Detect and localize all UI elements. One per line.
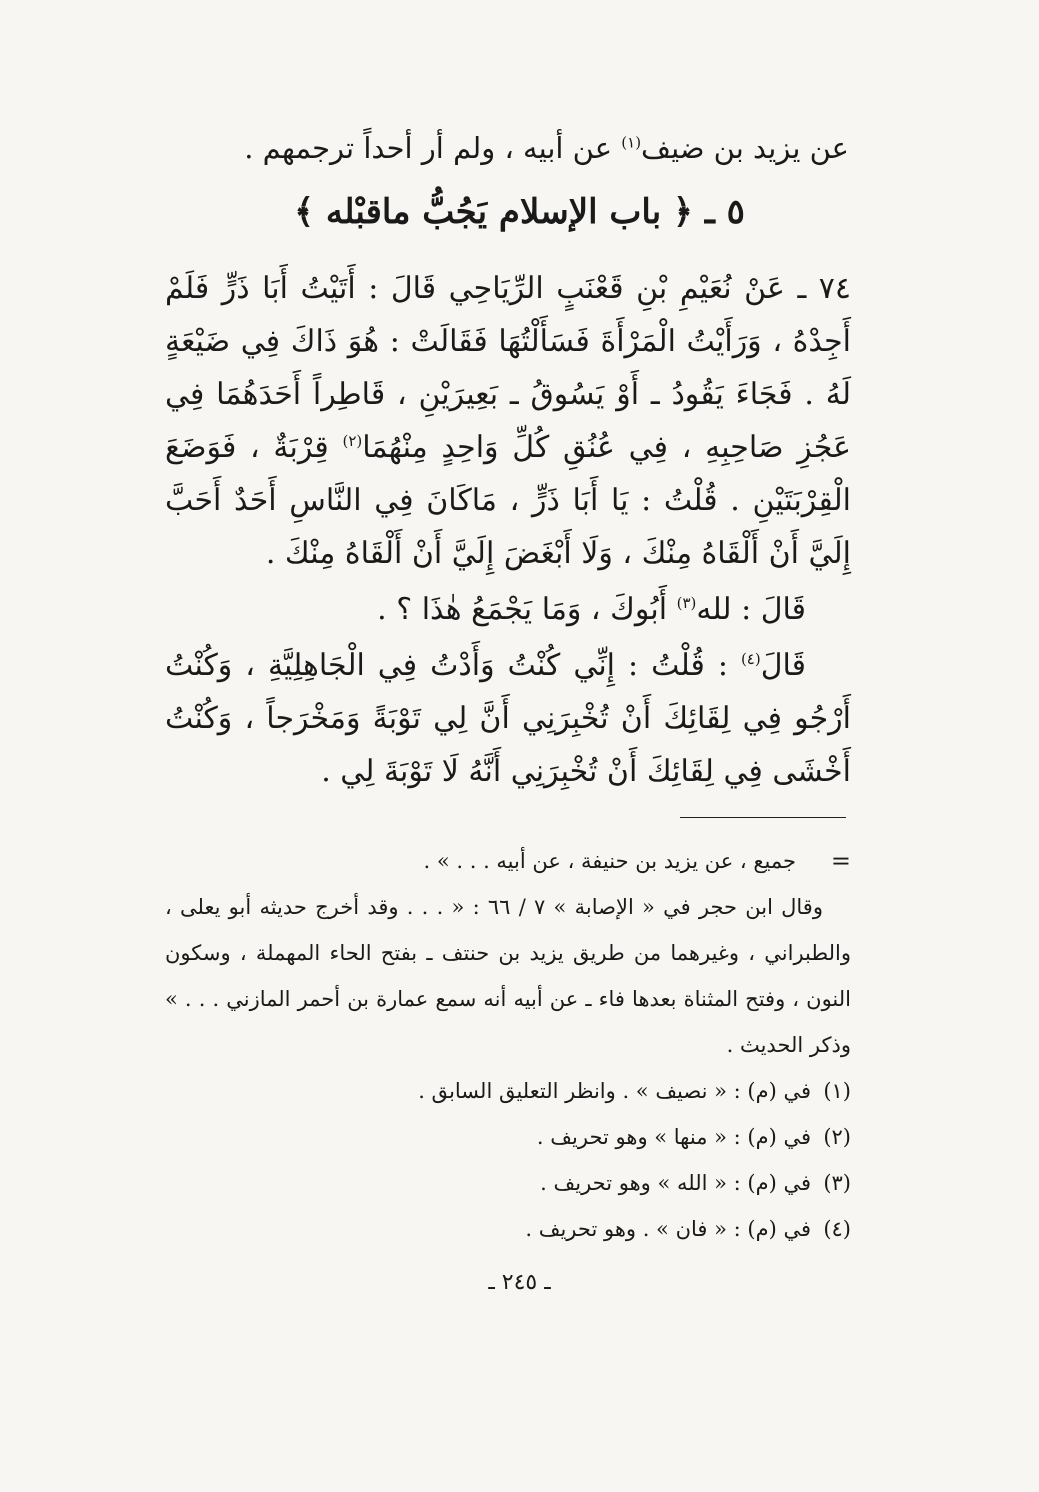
paragraph-2-text-a: قَالَ : لله xyxy=(696,592,806,627)
intro-text-after: عن أبيه ، ولم أر أحداً ترجمهم . xyxy=(244,131,622,165)
footnote-3-number: (٣) xyxy=(823,1171,851,1195)
page-number: ـ ٢٤٥ ـ xyxy=(488,1270,551,1295)
chapter-heading: ٥ ـ ﴿ باب الإسلام يَجُبُّ ماقبْله ﴾ xyxy=(294,192,745,232)
footnote-3 xyxy=(165,1160,851,1206)
footnote-1-number: (١) xyxy=(823,1079,851,1103)
continuation-text: جميع ، عن يزيد بن حنيفة ، عن أبيه . . . » . xyxy=(423,849,796,873)
footnote-4 xyxy=(165,1206,851,1252)
footnote-3-text: في (م) : « الله » وهو تحريف . xyxy=(540,1171,811,1195)
hadith-body xyxy=(165,262,851,798)
paragraph-3-text-a: قَالَ xyxy=(760,648,806,683)
footnote-4-number: (٤) xyxy=(823,1217,851,1241)
footnote-4-text: في (م) : « فان » . وهو تحريف . xyxy=(525,1217,811,1241)
footnotes xyxy=(165,838,851,1252)
paragraph-1-text-b: قِرْبَةٌ ، فَوَضَعَ الْقِرْبَتَيْنِ . قُلْتُ : يَا أَبَا ذَرٍّ ، مَاكَانَ فِي النَّاسِ أَحَدٌ أَحَبَّ إِلَيَّ أَنْ أَلْقَاهُ مِنْكَ ، وَلَا أَبْغَضَ إِلَيَّ أَنْ أَلْقَاهُ مِنْكَ . xyxy=(165,430,851,571)
continuation-mark: = xyxy=(830,847,851,875)
intro-line xyxy=(189,128,849,168)
footnote-1 xyxy=(165,1068,851,1114)
footnote-2 xyxy=(165,1114,851,1160)
hadith-paragraph-1 xyxy=(165,262,851,580)
isaba-text: وقال ابن حجر في « الإصابة » ٧ / ٦٦ : « . . . وقد أخرج حديثه أبو يعلى ، والطبراني ، وغيرهما من طريق يزيد بن حنتف ـ بفتح الحاء المهملة ، وسكون النون ، وفتح المثناة بعدها فاء ـ عن أبيه أنه سمع عمارة بن أحمر المازني . . . » وذكر الحديث . xyxy=(165,895,851,1057)
footnote-isaba xyxy=(165,884,851,1068)
footnote-1-text: في (م) : « نصيف » . وانظر التعليق السابق . xyxy=(418,1079,811,1103)
footnote-2-text: في (م) : « منها » وهو تحريف . xyxy=(536,1125,811,1149)
paragraph-1-text-a: ٧٤ ـ عَنْ نُعَيْمِ بْنِ قَعْنَبٍ الرِّيَاحِي قَالَ : أَتَيْتُ أَبَا ذَرٍّ فَلَمْ أَجِدْهُ ، وَرَأَيْتُ الْمَرْأَةَ فَسَأَلْتُهَا فَقَالَتْ : هُوَ ذَاكَ فِي ضَيْعَةٍ لَهُ . فَجَاءَ يَقُودُ ـ أَوْ يَسُوقُ ـ بَعِيرَيْنِ ، قَاطِراً أَحَدَهُمَا فِي عَجُزِ صَاحِبِهِ ، فِي عُنُقِ كُلِّ وَاحِدٍ مِنْهُمَا xyxy=(165,271,851,465)
footnote-separator xyxy=(680,817,846,818)
hadith-paragraph-3 xyxy=(165,639,851,798)
intro-text-before: عن يزيد بن ضيف xyxy=(641,131,849,165)
footnote-ref-1: (١) xyxy=(621,133,642,152)
footnote-ref-2: (٢) xyxy=(342,432,363,450)
footnote-ref-3: (٣) xyxy=(676,594,697,612)
footnote-2-number: (٢) xyxy=(823,1125,851,1149)
paragraph-3-text-b: : قُلْتُ : إِنِّي كُنْتُ وَأَدْتُ فِي الْجَاهِلِيَّةِ ، وَكُنْتُ أَرْجُو فِي لِقَائِكَ أَنْ تُخْبِرَنِي أَنَّ لِي تَوْبَةً وَمَخْرَجاً ، وَكُنْتُ أَخْشَى فِي لِقَائِكَ أَنْ تُخْبِرَنِي أَنَّهُ لَا تَوْبَةَ لِي . xyxy=(165,648,851,789)
hadith-paragraph-2 xyxy=(165,583,851,636)
paragraph-2-text-b: أَبُوكَ ، وَمَا يَجْمَعُ هٰذَا ؟ . xyxy=(377,592,677,627)
footnote-ref-4: (٤) xyxy=(740,650,761,668)
footnote-continuation xyxy=(165,838,851,884)
